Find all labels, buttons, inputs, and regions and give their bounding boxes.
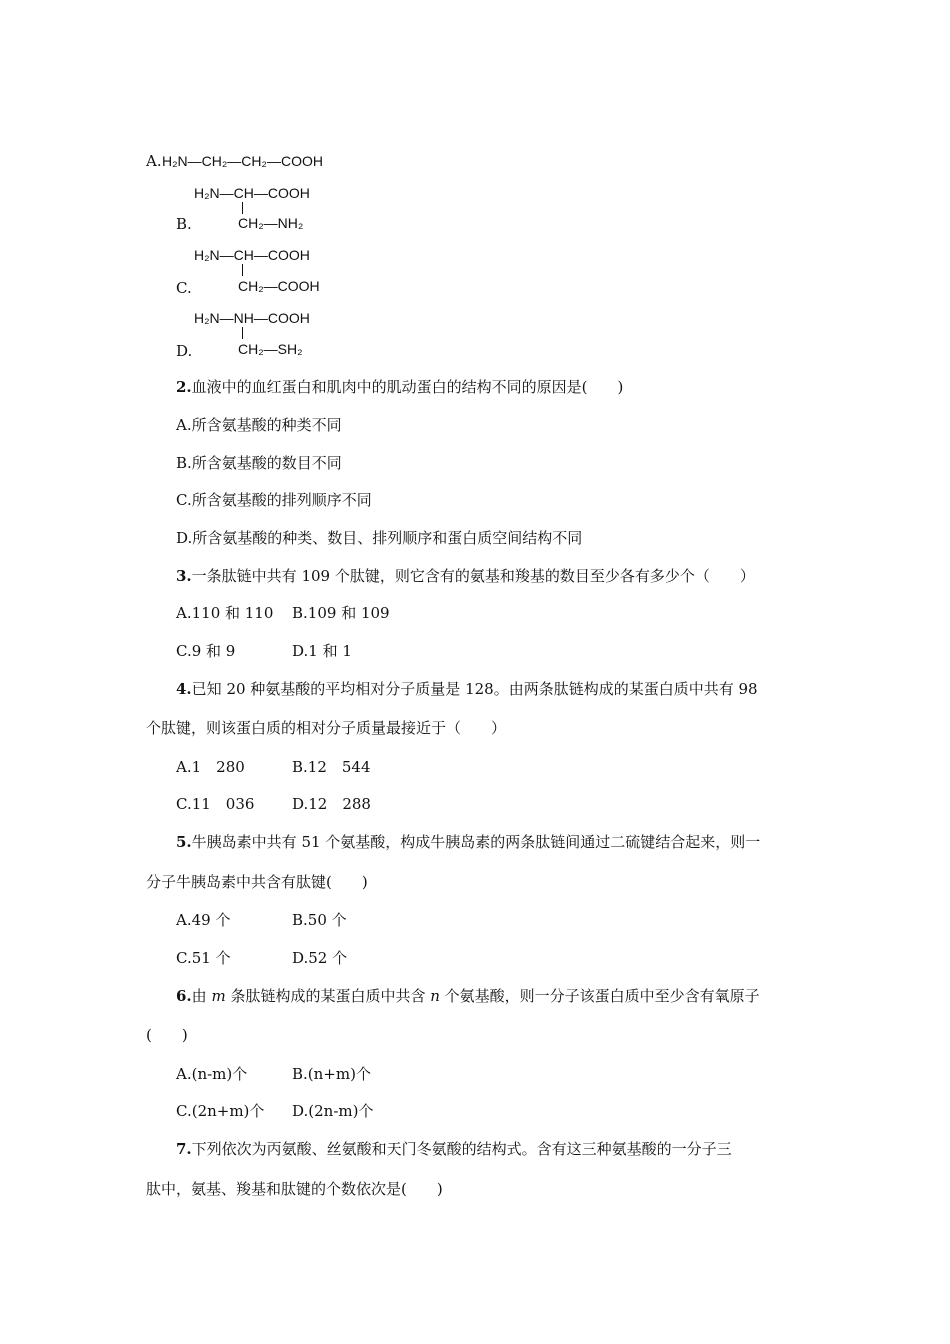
q1-option-d-label: D. xyxy=(176,342,193,360)
q6-option-d: D.(2n-m)个 xyxy=(292,1102,374,1120)
question-number: 4. xyxy=(176,680,192,698)
q6-option-b: B.(n+m)个 xyxy=(292,1065,371,1083)
q1-option-a-label: A. xyxy=(146,152,162,170)
question-text-pre: 由 xyxy=(191,987,212,1005)
q1-option-b-formula-top: H₂N—CH—COOH xyxy=(194,185,310,201)
question-text-post: 个氨基酸，则一分子该蛋白质中至少含有氧原子 xyxy=(439,987,760,1005)
q1-option-c-formula-side: CH₂—COOH xyxy=(238,278,320,294)
q2-option-b: B.所含氨基酸的数目不同 xyxy=(176,454,342,472)
q2-option-a: A.所含氨基酸的种类不同 xyxy=(176,416,342,434)
question-number: 5. xyxy=(176,833,192,851)
question-text: 下列依次为丙氨酸、丝氨酸和天门冬氨酸的结构式。含有这三种氨基酸的一分子三 xyxy=(191,1140,732,1158)
q1-option-b-bond xyxy=(242,202,243,214)
question-text-mid: 条肽链构成的某蛋白质中共含 xyxy=(225,987,431,1005)
q3-option-b: B.109 和 109 xyxy=(292,604,390,622)
q1-option-d-formula-side: CH₂—SH₂ xyxy=(238,341,303,357)
question-5-line-1 xyxy=(176,832,760,852)
q4-option-a: A.1 280 xyxy=(176,758,245,776)
question-text: 一条肽链中共有 109 个肽键，则它含有的氨基和羧基的数目至少各有多少个（ ） xyxy=(191,567,755,585)
q6-option-c: C.(2n+m)个 xyxy=(176,1102,265,1120)
q4-option-b: B.12 544 xyxy=(292,758,371,776)
question-number: 7. xyxy=(176,1140,192,1158)
question-text: 已知 20 种氨基酸的平均相对分子质量是 128。由两条肽链构成的某蛋白质中共有 98 xyxy=(191,680,758,698)
q1-option-c-formula-top: H₂N—CH—COOH xyxy=(194,247,310,263)
q1-option-c-bond xyxy=(242,264,243,276)
q3-option-d: D.1 和 1 xyxy=(292,642,352,660)
question-number: 2. xyxy=(176,378,192,396)
question-4-line-2: 个肽键，则该蛋白质的相对分子质量最接近于（ ） xyxy=(146,719,507,737)
question-number: 3. xyxy=(176,567,192,585)
question-2 xyxy=(176,377,623,397)
question-7-line-2: 肽中，氨基、羧基和肽键的个数依次是( ) xyxy=(146,1180,443,1198)
q5-option-a: A.49 个 xyxy=(176,911,231,929)
question-number: 6. xyxy=(176,987,192,1005)
q5-option-d: D.52 个 xyxy=(292,949,348,967)
q3-option-c: C.9 和 9 xyxy=(176,642,236,660)
q2-option-d: D.所含氨基酸的种类、数目、排列顺序和蛋白质空间结构不同 xyxy=(176,529,583,547)
question-6-line-1 xyxy=(176,986,760,1006)
q5-option-b: B.50 个 xyxy=(292,911,347,929)
question-4-line-1 xyxy=(176,679,758,699)
question-text: 血液中的血红蛋白和肌肉中的肌动蛋白的结构不同的原因是( ) xyxy=(191,378,624,396)
q1-option-a-formula: H₂N—CH₂—CH₂—COOH xyxy=(162,153,323,169)
q4-option-c: C.11 036 xyxy=(176,795,255,813)
question-7-line-1 xyxy=(176,1139,732,1159)
question-3 xyxy=(176,566,755,586)
q6-option-a: A.(n-m)个 xyxy=(176,1065,248,1083)
q1-option-c-label: C. xyxy=(176,279,192,297)
q1-option-b-label: B. xyxy=(176,215,192,233)
variable-n: n xyxy=(430,987,440,1005)
q2-option-c: C.所含氨基酸的排列顺序不同 xyxy=(176,491,372,509)
question-text: 牛胰岛素中共有 51 个氨基酸，构成牛胰岛素的两条肽链间通过二硫键结合起来，则一 xyxy=(191,833,761,851)
q4-option-d: D.12 288 xyxy=(292,795,371,813)
variable-m: m xyxy=(211,987,226,1005)
q1-option-d-formula-top: H₂N—NH—COOH xyxy=(194,310,310,326)
question-5-line-2: 分子牛胰岛素中共含有肽键( ) xyxy=(146,873,368,891)
q5-option-c: C.51 个 xyxy=(176,949,231,967)
q3-option-a: A.110 和 110 xyxy=(176,604,274,622)
question-6-line-2: ( ) xyxy=(146,1026,188,1044)
q1-option-d-bond xyxy=(242,327,243,339)
q1-option-b-formula-side: CH₂—NH₂ xyxy=(238,215,304,231)
